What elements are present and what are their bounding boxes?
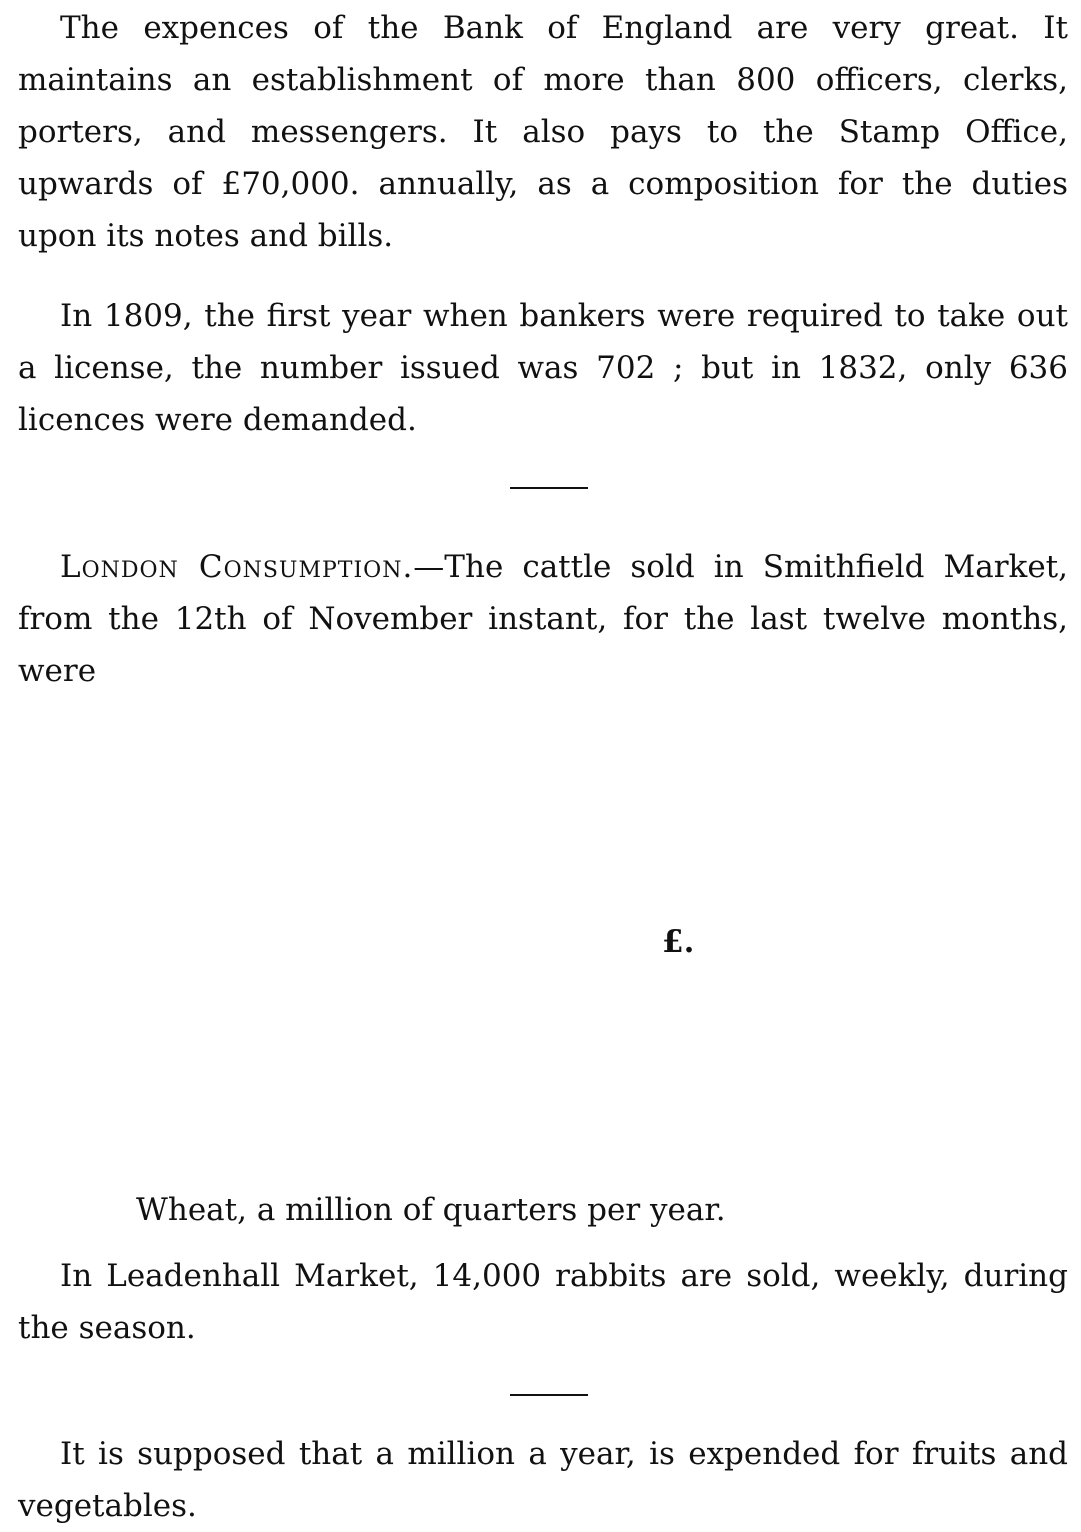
paragraph-london-consumption xyxy=(18,541,1068,697)
section-divider xyxy=(510,1394,588,1396)
wheat-line: Wheat, a million of quarters per year. xyxy=(136,1192,726,1228)
paragraph-fruits: It is supposed that a million a year, is expended for fruits and vegetables. xyxy=(18,1436,1068,1524)
paragraph-bank-expences: The expences of the Bank of England are very great. It maintains an establishment of more than 800 officers, clerks, porters, and messengers. It also pays to the Stamp Office, upwards of £70,000. annually, as a composition for the duties upon its notes and bills. xyxy=(18,10,1068,254)
pound-column-header: £. xyxy=(662,924,695,960)
section-heading: London Consumption. xyxy=(60,549,414,585)
paragraph-license: In 1809, the first year when bankers were required to take out a license, the number issued was 702 ; but in 1832, only 636 licences were demanded. xyxy=(18,298,1068,438)
section-divider xyxy=(510,487,588,489)
paragraph-leadenhall: In Leadenhall Market, 14,000 rabbits are sold, weekly, during the season. xyxy=(18,1258,1068,1346)
consumption-intro-text: —The cattle sold in Smithfield Market, from the 12th of November instant, for the last twelve months, were xyxy=(18,549,1068,689)
